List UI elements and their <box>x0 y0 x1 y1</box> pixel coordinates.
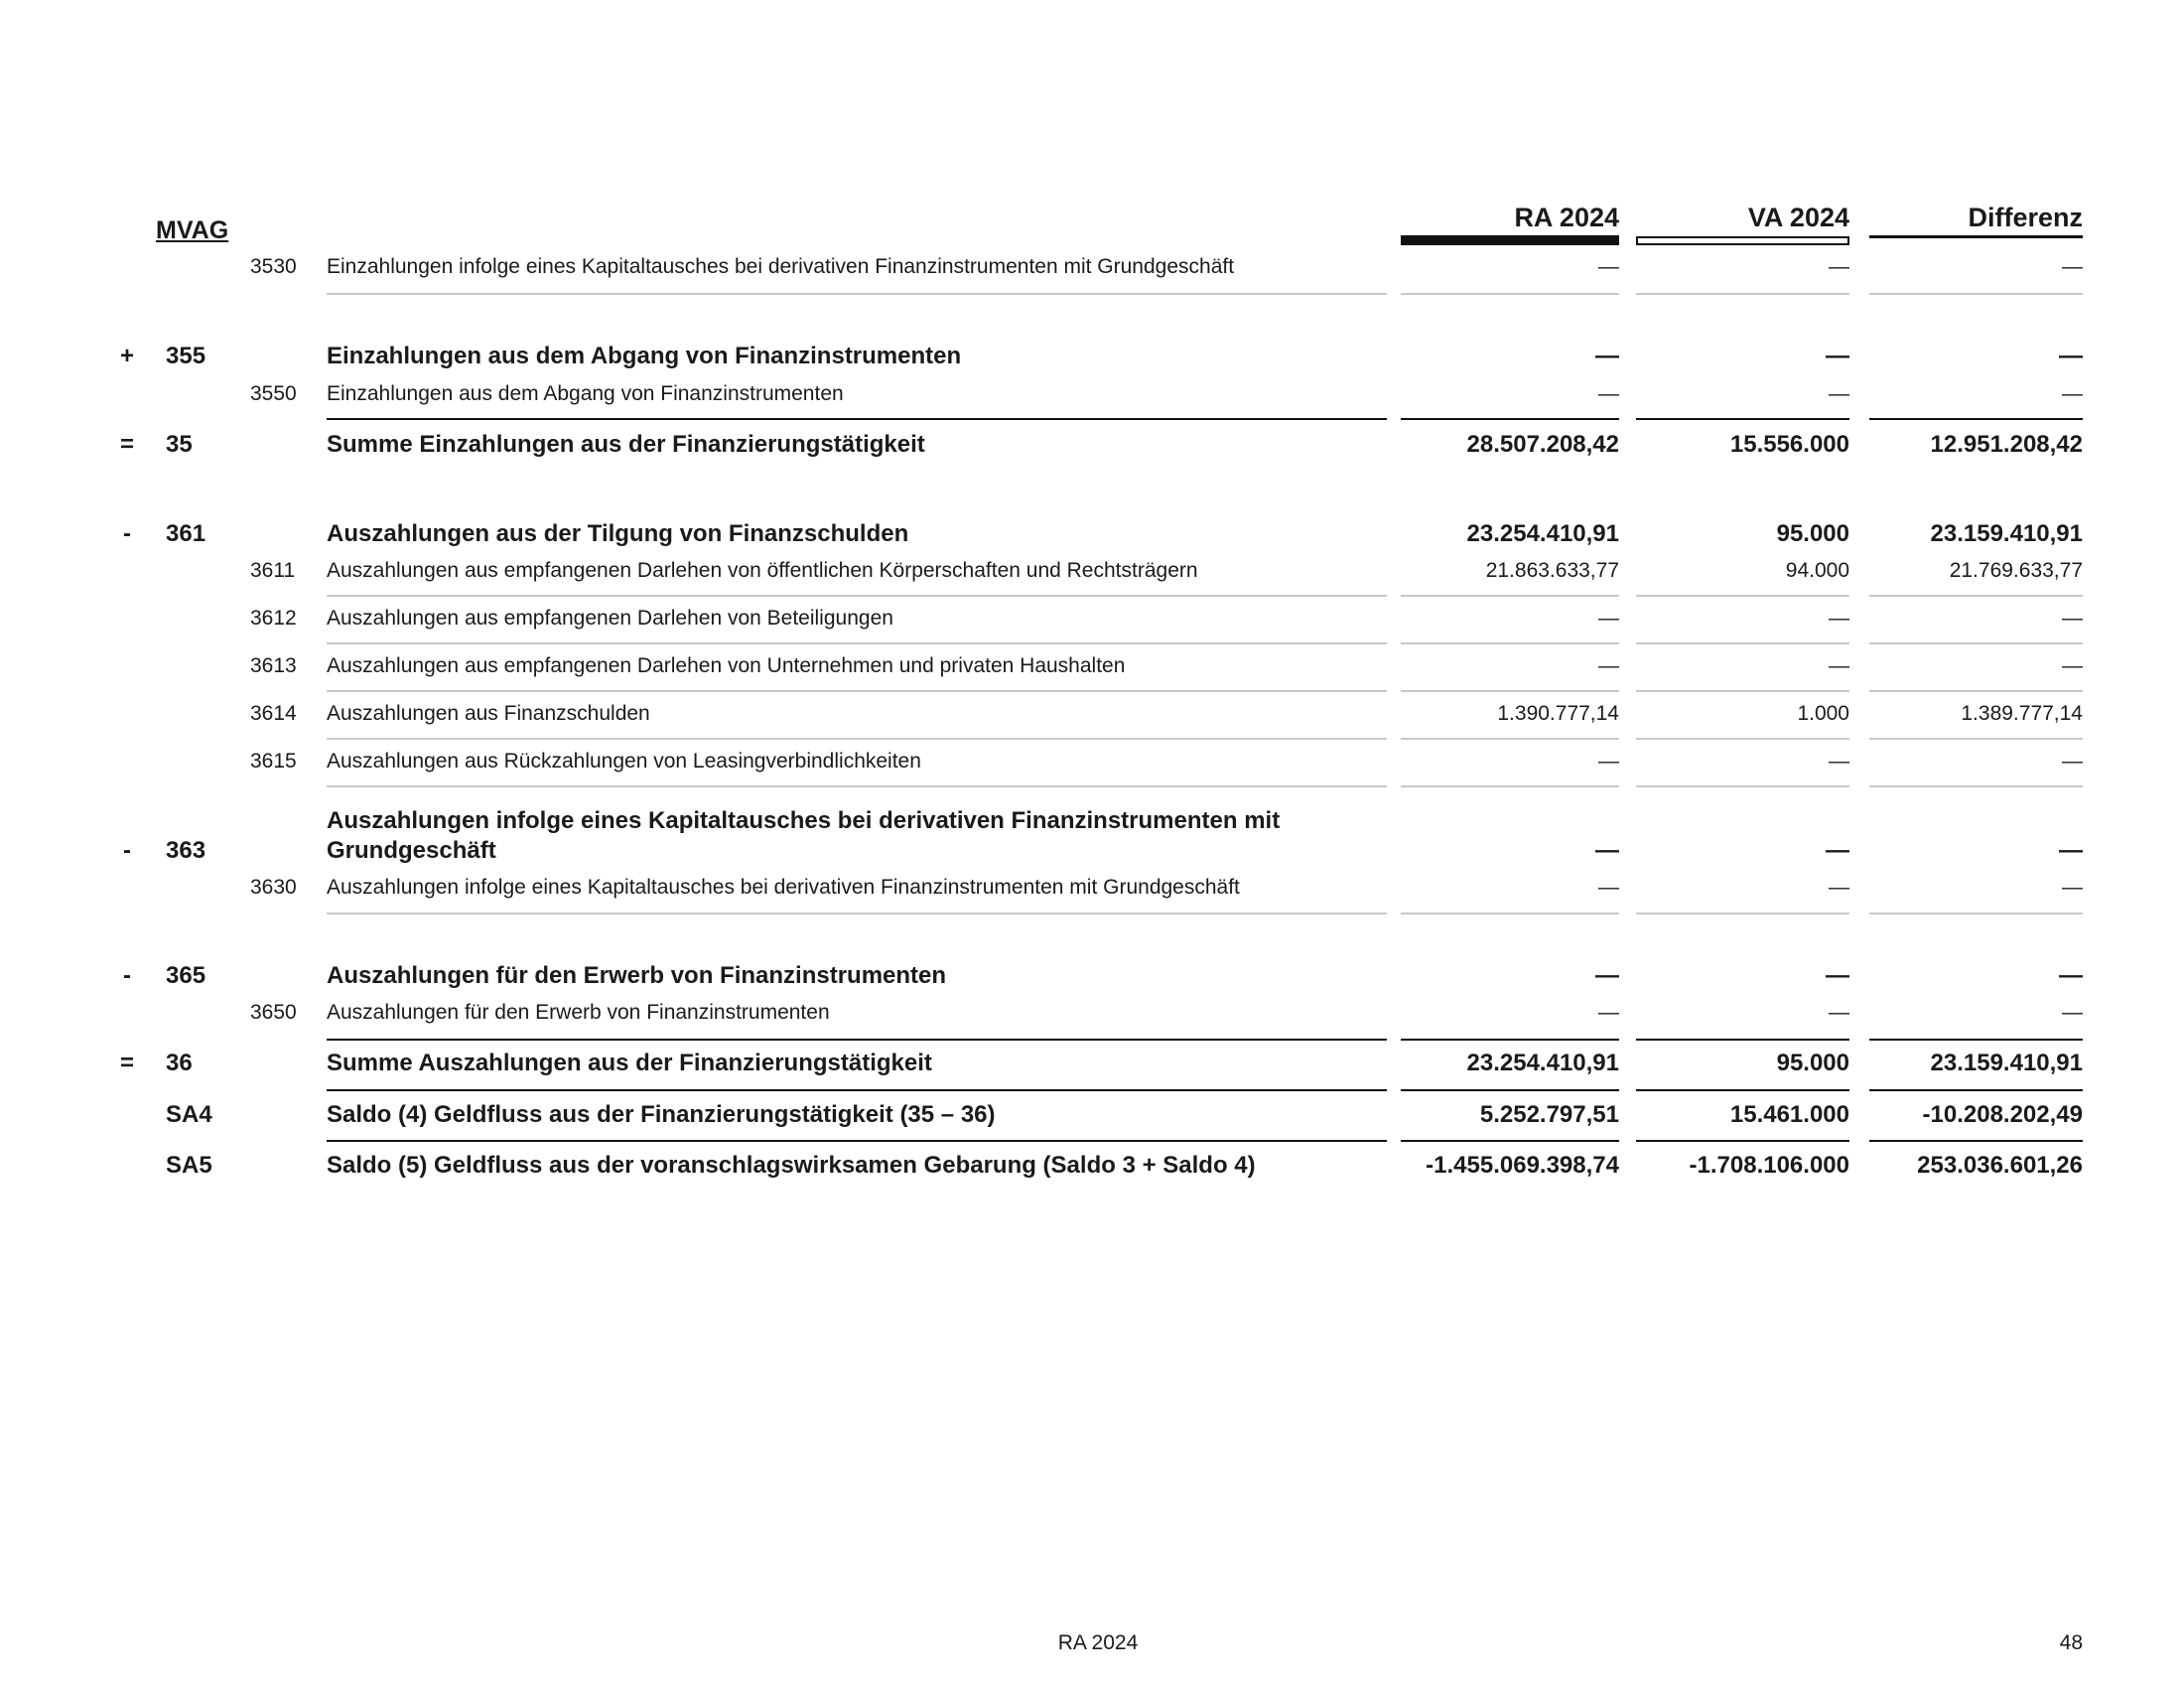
row-operator: + <box>119 343 134 369</box>
row-divider <box>1869 738 2083 740</box>
row-divider <box>1869 785 2083 787</box>
row-text: Saldo (4) Geldfluss aus der Finanzierungstätigkeit (35 – 36) <box>327 1101 996 1128</box>
row-code: 3630 <box>250 876 297 899</box>
row-mvag: SA5 <box>166 1152 212 1179</box>
row-ra: 23.254.410,91 <box>1466 520 1619 547</box>
row-diff: — <box>2062 255 2083 278</box>
row-code: 3613 <box>250 654 297 677</box>
row-va: 95.000 <box>1776 520 1849 547</box>
row-text: Auszahlungen aus empfangenen Darlehen von Beteiligungen <box>327 607 893 630</box>
row-diff: 1.389.777,14 <box>1961 702 2083 725</box>
row-diff: — <box>2062 382 2083 405</box>
row-va: — <box>1829 876 1849 899</box>
row-ra: — <box>1598 382 1619 405</box>
row-divider <box>1636 1140 1849 1142</box>
row-divider <box>1636 1089 1849 1091</box>
row-ra: 21.863.633,77 <box>1485 559 1619 582</box>
row-text-line2: Grundgeschäft <box>327 837 496 864</box>
mvag-header: MVAG <box>156 216 229 244</box>
row-divider <box>1636 913 1849 914</box>
row-code: 3650 <box>250 1001 297 1024</box>
row-text: Saldo (5) Geldfluss aus der voranschlagswirksamen Gebarung (Saldo 3 + Saldo 4) <box>327 1152 1256 1179</box>
row-divider <box>327 1089 1387 1091</box>
row-divider <box>1869 293 2083 295</box>
row-operator: = <box>119 431 134 458</box>
row-divider <box>1401 642 1619 644</box>
row-divider <box>1636 785 1849 787</box>
row-ra: — <box>1595 962 1619 989</box>
footer-title: RA 2024 <box>1057 1631 1139 1654</box>
row-mvag: 363 <box>166 837 206 864</box>
row-text: Einzahlungen infolge eines Kapitaltausches bei derivativen Finanzinstrumenten mit Grundgeschäft <box>327 255 1235 278</box>
row-divider <box>1869 595 2083 597</box>
row-operator: - <box>123 962 131 989</box>
row-mvag: 355 <box>166 343 206 369</box>
row-divider <box>1869 1089 2083 1091</box>
row-ra: 1.390.777,14 <box>1497 702 1619 725</box>
col-header-va-bar <box>1636 236 1849 245</box>
row-ra: — <box>1598 1001 1619 1024</box>
row-ra: — <box>1598 750 1619 773</box>
col-header-ra: RA 2024 <box>1514 203 1619 232</box>
row-diff: — <box>2059 343 2083 369</box>
row-ra: — <box>1595 343 1619 369</box>
row-divider <box>1401 785 1619 787</box>
row-divider <box>327 642 1387 644</box>
row-text: Auszahlungen aus Finanzschulden <box>327 702 650 725</box>
row-ra: -1.455.069.398,74 <box>1426 1152 1619 1179</box>
row-text-line1: Auszahlungen infolge eines Kapitaltausches bei derivativen Finanzinstrumenten mit <box>327 807 1281 834</box>
row-divider <box>1636 690 1849 692</box>
row-ra: — <box>1595 837 1619 864</box>
row-divider <box>1869 1039 2083 1041</box>
col-header-ra-bar <box>1401 235 1619 245</box>
row-text: Auszahlungen aus empfangenen Darlehen von Unternehmen und privaten Haushalten <box>327 654 1126 677</box>
row-divider <box>1869 913 2083 914</box>
row-divider <box>1401 1089 1619 1091</box>
row-divider <box>1636 595 1849 597</box>
row-ra: — <box>1598 876 1619 899</box>
row-mvag: SA4 <box>166 1101 212 1128</box>
row-divider <box>327 595 1387 597</box>
row-divider <box>1401 1140 1619 1142</box>
row-diff: — <box>2062 607 2083 630</box>
col-header-va: VA 2024 <box>1747 203 1849 232</box>
row-operator: - <box>123 837 131 864</box>
row-divider <box>1401 595 1619 597</box>
row-text: Summe Einzahlungen aus der Finanzierungstätigkeit <box>327 431 925 458</box>
row-mvag: 361 <box>166 520 206 547</box>
row-ra: — <box>1598 255 1619 278</box>
row-divider <box>1636 1039 1849 1041</box>
row-code: 3614 <box>250 702 297 725</box>
row-diff: — <box>2059 837 2083 864</box>
row-divider <box>1401 418 1619 420</box>
row-operator: = <box>119 1050 134 1076</box>
row-divider <box>327 293 1387 295</box>
row-divider <box>1401 1039 1619 1041</box>
row-code: 3550 <box>250 382 297 405</box>
row-code: 3530 <box>250 255 297 278</box>
row-diff: -10.208.202,49 <box>1922 1101 2083 1128</box>
row-va: — <box>1826 962 1849 989</box>
row-divider <box>1401 293 1619 295</box>
row-va: 1.000 <box>1797 702 1849 725</box>
row-va: — <box>1829 750 1849 773</box>
row-diff: — <box>2059 962 2083 989</box>
row-divider <box>1636 418 1849 420</box>
row-va: — <box>1826 343 1849 369</box>
row-divider <box>1636 642 1849 644</box>
row-divider <box>1636 293 1849 295</box>
row-text: Auszahlungen aus der Tilgung von Finanzschulden <box>327 520 909 547</box>
row-divider <box>327 785 1387 787</box>
row-divider <box>1869 1140 2083 1142</box>
row-text: Einzahlungen aus dem Abgang von Finanzinstrumenten <box>327 382 844 405</box>
row-va: 94.000 <box>1785 559 1849 582</box>
row-diff: 23.159.410,91 <box>1930 1050 2083 1076</box>
row-diff: — <box>2062 1001 2083 1024</box>
row-divider <box>327 1039 1387 1041</box>
row-diff: — <box>2062 750 2083 773</box>
row-text: Summe Auszahlungen aus der Finanzierungstätigkeit <box>327 1050 932 1076</box>
row-va: 15.461.000 <box>1729 1101 1849 1128</box>
row-divider <box>1401 690 1619 692</box>
row-va: 95.000 <box>1776 1050 1849 1076</box>
row-divider <box>1869 418 2083 420</box>
row-va: — <box>1829 1001 1849 1024</box>
row-text: Auszahlungen für den Erwerb von Finanzinstrumenten <box>327 1001 830 1024</box>
row-divider <box>327 690 1387 692</box>
row-divider <box>1401 738 1619 740</box>
row-diff: 21.769.633,77 <box>1949 559 2083 582</box>
row-divider <box>327 1140 1387 1142</box>
row-text: Auszahlungen für den Erwerb von Finanzinstrumenten <box>327 962 947 989</box>
row-va: — <box>1829 607 1849 630</box>
row-text: Auszahlungen aus empfangenen Darlehen von öffentlichen Körperschaften und Rechtsträgern <box>327 559 1198 582</box>
row-ra: — <box>1598 607 1619 630</box>
row-ra: 23.254.410,91 <box>1466 1050 1619 1076</box>
row-va: — <box>1829 382 1849 405</box>
row-divider <box>327 738 1387 740</box>
row-code: 3612 <box>250 607 297 630</box>
row-ra: 28.507.208,42 <box>1466 431 1619 458</box>
page-number: 48 <box>2059 1631 2083 1654</box>
row-divider <box>1401 913 1619 914</box>
row-va: -1.708.106.000 <box>1689 1152 1849 1179</box>
row-diff: 23.159.410,91 <box>1930 520 2083 547</box>
row-va: — <box>1829 654 1849 677</box>
row-divider <box>1869 690 2083 692</box>
row-mvag: 36 <box>166 1050 193 1076</box>
row-text: Auszahlungen infolge eines Kapitaltausches bei derivativen Finanzinstrumenten mit Grundgeschäft <box>327 876 1240 899</box>
row-divider <box>1636 738 1849 740</box>
row-va: 15.556.000 <box>1729 431 1849 458</box>
row-operator: - <box>123 520 131 547</box>
row-divider <box>327 913 1387 914</box>
row-divider <box>1869 642 2083 644</box>
row-divider <box>327 418 1387 420</box>
row-diff: — <box>2062 876 2083 899</box>
row-mvag: 35 <box>166 431 193 458</box>
row-diff: — <box>2062 654 2083 677</box>
col-header-diff-bar <box>1869 235 2083 238</box>
row-ra: — <box>1598 654 1619 677</box>
row-diff: 253.036.601,26 <box>1917 1152 2083 1179</box>
row-diff: 12.951.208,42 <box>1930 431 2083 458</box>
row-code: 3615 <box>250 750 297 773</box>
col-header-diff: Differenz <box>1968 203 2083 232</box>
row-text: Einzahlungen aus dem Abgang von Finanzinstrumenten <box>327 343 962 369</box>
row-text: Auszahlungen aus Rückzahlungen von Leasingverbindlichkeiten <box>327 750 921 773</box>
row-va: — <box>1826 837 1849 864</box>
row-mvag: 365 <box>166 962 206 989</box>
row-code: 3611 <box>250 559 296 582</box>
row-ra: 5.252.797,51 <box>1479 1101 1619 1128</box>
row-va: — <box>1829 255 1849 278</box>
